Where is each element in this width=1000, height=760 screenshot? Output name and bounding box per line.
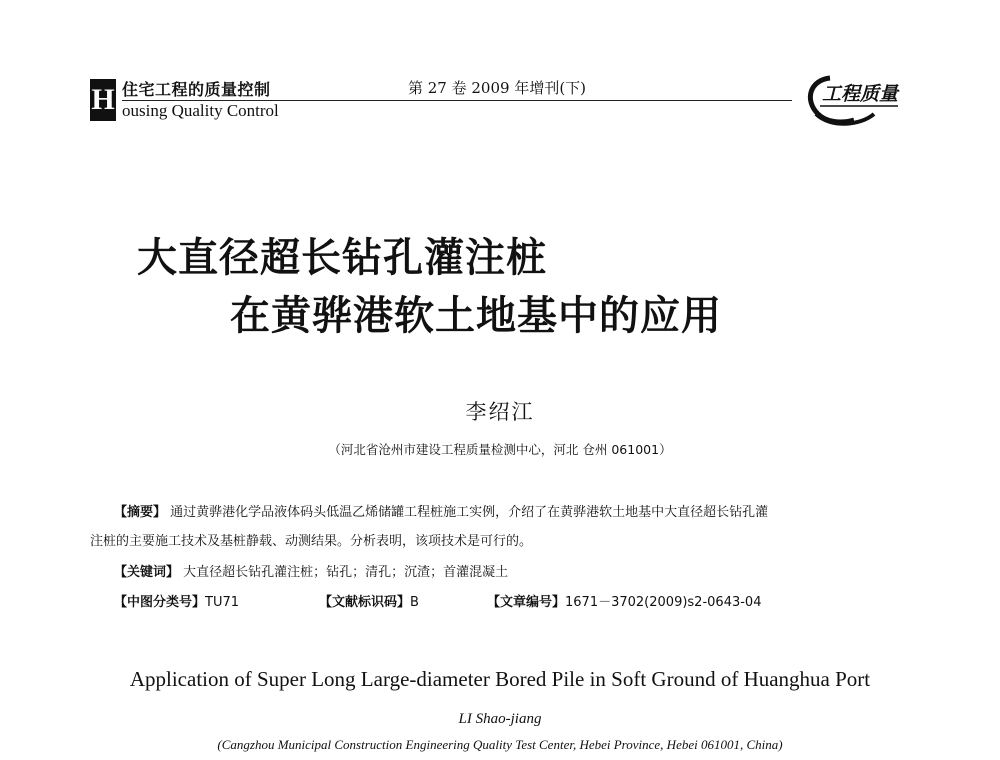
affiliation-cn: （河北省沧州市建设工程质量检测中心，河北 仓州 061001） <box>328 442 672 457</box>
journal-logo-letter: H <box>90 79 116 121</box>
classification-row <box>114 592 914 614</box>
paper-title-line-2: 在黄骅港软土地基中的应用 <box>230 293 722 339</box>
author-en: LI Shao-jiang <box>458 711 542 727</box>
clc-value: TU71 <box>205 595 240 610</box>
articleno-label: 【文章编号】 <box>487 595 566 610</box>
journal-badge-logo <box>800 70 910 130</box>
doccode-label: 【文献标识码】 <box>319 595 411 610</box>
issue-info: 第 27 卷 2009 年增刊(下) <box>408 79 587 97</box>
keywords-label: 【关键词】 <box>114 565 180 580</box>
paper-title-line-1: 大直径超长钻孔灌注桩 <box>137 235 547 281</box>
badge-text: 工程质量 <box>822 83 899 105</box>
affiliation-en: (Cangzhou Municipal Construction Engineering Quality Test Center, Hebei Province, Hebei 061001, China) <box>217 737 783 752</box>
clc-label: 【中图分类号】 <box>114 595 206 610</box>
document-code <box>319 592 419 614</box>
keywords <box>114 562 914 584</box>
abstract-label: 【摘要】 <box>114 505 167 520</box>
keywords-text: 大直径超长钻孔灌注桩；钻孔；清孔；沉渣；首灌混凝土 <box>183 565 509 580</box>
abstract-first-line <box>114 502 914 524</box>
journal-name-en: ousing Quality Control <box>122 101 279 120</box>
articleno-value: 1671－3702(2009)s2-0643-04 <box>565 595 762 610</box>
abstract-text-2: 注桩的主要施工技术及基桩静载、动测结果。分析表明，该项技术是可行的。 <box>90 534 533 549</box>
author-cn: 李绍江 <box>465 400 535 424</box>
doccode-value: B <box>410 595 419 610</box>
journal-name-cn: 住宅工程的质量控制 <box>122 80 271 99</box>
article-number <box>487 592 761 614</box>
clc-number <box>114 592 239 614</box>
abstract-text-1: 通过黄骅港化学品液体码头低温乙烯储罐工程桩施工实例，介绍了在黄骅港软土地基中大直径超长钻孔灌 <box>170 505 769 520</box>
header-rule <box>122 100 792 101</box>
paper-title-en: Application of Super Long Large-diameter Bored Pile in Soft Ground of Huanghua Port <box>129 667 871 691</box>
